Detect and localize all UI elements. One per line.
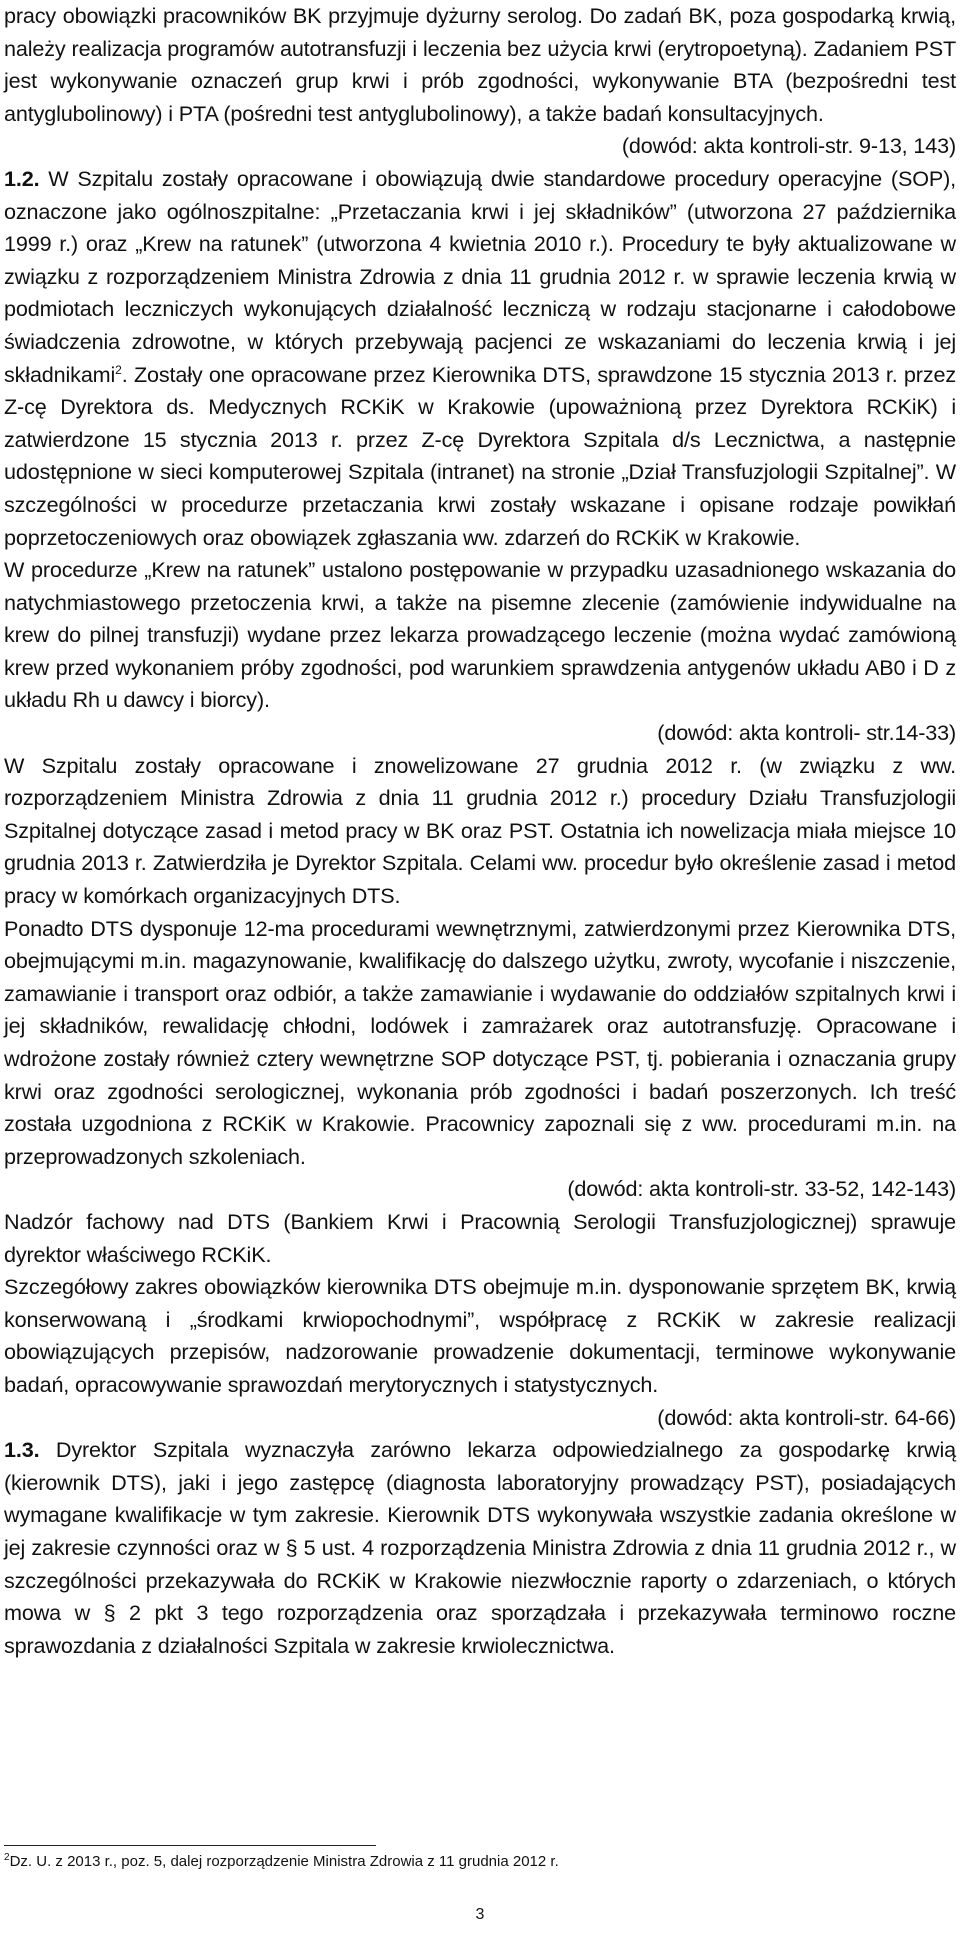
evidence-reference: (dowód: akta kontroli-str. 64-66) [657,1404,956,1430]
page-number: 3 [475,1906,485,1923]
footnote-divider [4,1845,376,1846]
evidence-reference: (dowód: akta kontroli-str. 9-13, 143) [621,133,956,159]
footnote-marker: 2 [115,362,122,377]
paragraph-1: pracy obowiązki pracowników BK przyjmuje dyżurny serolog. Do zadań BK, poza gospodarką krwią, należy realizacja programów autotransfuzji i leczenia bez użycia krwi (erytropoetyną). Zadaniem PST jest wykonywanie oznaczeń grup krwi i prób zgodności, wykonywanie BTA (bezpośredni test antyglubolinowy) i PTA (pośredni test antyglubolinowy), a także badań konsultacyjnych. [4,3,956,126]
section-number: 1.3. [4,1437,40,1463]
paragraph-procedures: W Szpitalu zostały opracowane i znowelizowane 27 grudnia 2012 r. (w związku z ww. rozporządzeniem Ministra Zdrowia z dnia 11 grudnia 2012 r.) procedury Działu Transfuzjologii Szpitalnej dotyczące zasad i metod pracy w BK oraz PST. Ostatnia ich nowelizacja miała miejsce 10 grudnia 2013 r. Zatwierdziła je Dyrektor Szpitala. Celami ww. procedur było określenie zasad i metod pracy w komórkach organizacyjnych DTS. [4,752,956,909]
paragraph-internal-procedures: Ponadto DTS dysponuje 12-ma procedurami wewnętrznymi, zatwierdzonymi przez Kierownika DTS, obejmującymi m.in. magazynowanie, kwalifikację do dalszego użytku, zwroty, wycofanie i niszczenie, zamawianie i transport oraz odbiór, a także zamawianie i wydawanie do oddziałów szpitalnych krwi i jej składników, rewalidację chłodni, lodówek i zamrażarek oraz autotransfuzję. Opracowane i wdrożone zostały również cztery wewnętrzne SOP dotyczące PST, tj. pobierania i oznaczania grupy krwi oraz zgodności serologicznej, wykonania prób zgodności i badań poszerzonych. Ich treść została uzgodniona z RCKiK w Krakowie. Pracownicy zapoznali się z ww. procedurami m.in. na przeprowadzonych szkoleniach. [4,915,956,1169]
paragraph-krew-na-ratunek: W procedurze „Krew na ratunek” ustalono postępowanie w przypadku uzasadnionego wskazania do natychmiastowego przetoczenia krwi, a także na pisemne zlecenie (zamówienie indywidualne na krew do pilnej transfuzji) wydane przez lekarza prowadzącego leczenie (można wydać zamówioną krew przed wykonaniem próby zgodności, pod warunkiem sprawdzenia antygenów układu AB0 i D z układu Rh u dawcy i biorcy). [4,557,956,713]
paragraph-text: W Szpitalu zostały opracowane i obowiązują dwie standardowe procedury operacyjne (SOP), oznaczone jako ogólnoszpitalne: „Przetaczania krwi i jej składników” (utworzona 27 października 1999 r.) oraz „Krew na ratunek” (utworzona 4 kwietnia 2010 r.). Procedury te były aktualizowane w związku z rozporządzeniem Ministra Zdrowia z dnia 11 grudnia 2012 r. w sprawie leczenia krwią w podmiotach leczniczych wykonujących działalność leczniczą w rodzaju stacjonarne i całodobowe świadczenia zdrowotne, w których przebywają pacjenci ze wskazaniami do leczenia krwią i jej składnikami [4,165,956,387]
paragraph-supervision: Nadzór fachowy nad DTS (Bankiem Krwi i Pracownią Serologii Transfuzjologicznej) sprawuje dyrektor właściwego RCKiK. [4,1208,956,1267]
document-body [4,0,956,1662]
footnote-number: 2 [4,1852,10,1863]
paragraph-1-2 [4,163,956,554]
footnote-text: Dz. U. z 2013 r., poz. 5, dalej rozporządzenie Ministra Zdrowia z 11 grudnia 2012 r. [9,1853,559,1870]
evidence-reference: (dowód: akta kontroli-str. 33-52, 142-143) [567,1176,956,1202]
paragraph-text-continued: . Zostały one opracowane przez Kierownika DTS, sprawdzone 15 stycznia 2013 r. przez Z-cę Dyrektora ds. Medycznych RCKiK w Krakowie (upoważnioną przez Dyrektora RCKiK) i zatwierdzone 15 stycznia 2013 r. przez Z-cę Dyrektora Szpitala d/s Lecznictwa, a następnie udostępnione w sieci komputerowej Szpitala (intranet) na stronie „Dział Transfuzjologii Szpitalnej”. W szczególności w procedurze przetaczania krwi zostały wskazane i opisane rodzaje powikłań poprzetoczeniowych oraz obowiązek zgłaszania ww. zdarzeń do RCKiK w Krakowie. [4,361,956,550]
paragraph-duties: Szczegółowy zakres obowiązków kierownika DTS obejmuje m.in. dysponowanie sprzętem BK, krwią konserwowaną i „środkami krwiopochodnymi”, współpracę z RCKiK w zakresie realizacji obowiązujących przepisów, nadzorowanie prowadzenie dokumentacji, terminowe wykonywanie badań, opracowywanie sprawozdań merytorycznych i statystycznych. [4,1274,956,1397]
footnote [4,1852,559,1872]
paragraph-1-3 [4,1434,956,1662]
paragraph-text: Dyrektor Szpitala wyznaczyła zarówno lekarza odpowiedzialnego za gospodarkę krwią (kierownik DTS), jaki i jego zastępcę (diagnosta laboratoryjny prowadzący PST), posiadających wymagane kwalifikacje w tym zakresie. Kierownik DTS wykonywała wszystkie zadania określone w jej zakresie czynności oraz w § 5 ust. 4 rozporządzenia Ministra Zdrowia z dnia 11 grudnia 2012 r., w szczególności przekazywała do RCKiK w Krakowie niezwłocznie raporty o zdarzeniach, o których mowa w § 2 pkt 3 tego rozporządzenia oraz sporządzała i przekazywała terminowo roczne sprawozdania z działalności Szpitala w zakresie krwiolecznictwa. [4,1437,956,1658]
evidence-reference: (dowód: akta kontroli- str.14-33) [657,720,956,746]
section-number: 1.2. [4,165,40,191]
